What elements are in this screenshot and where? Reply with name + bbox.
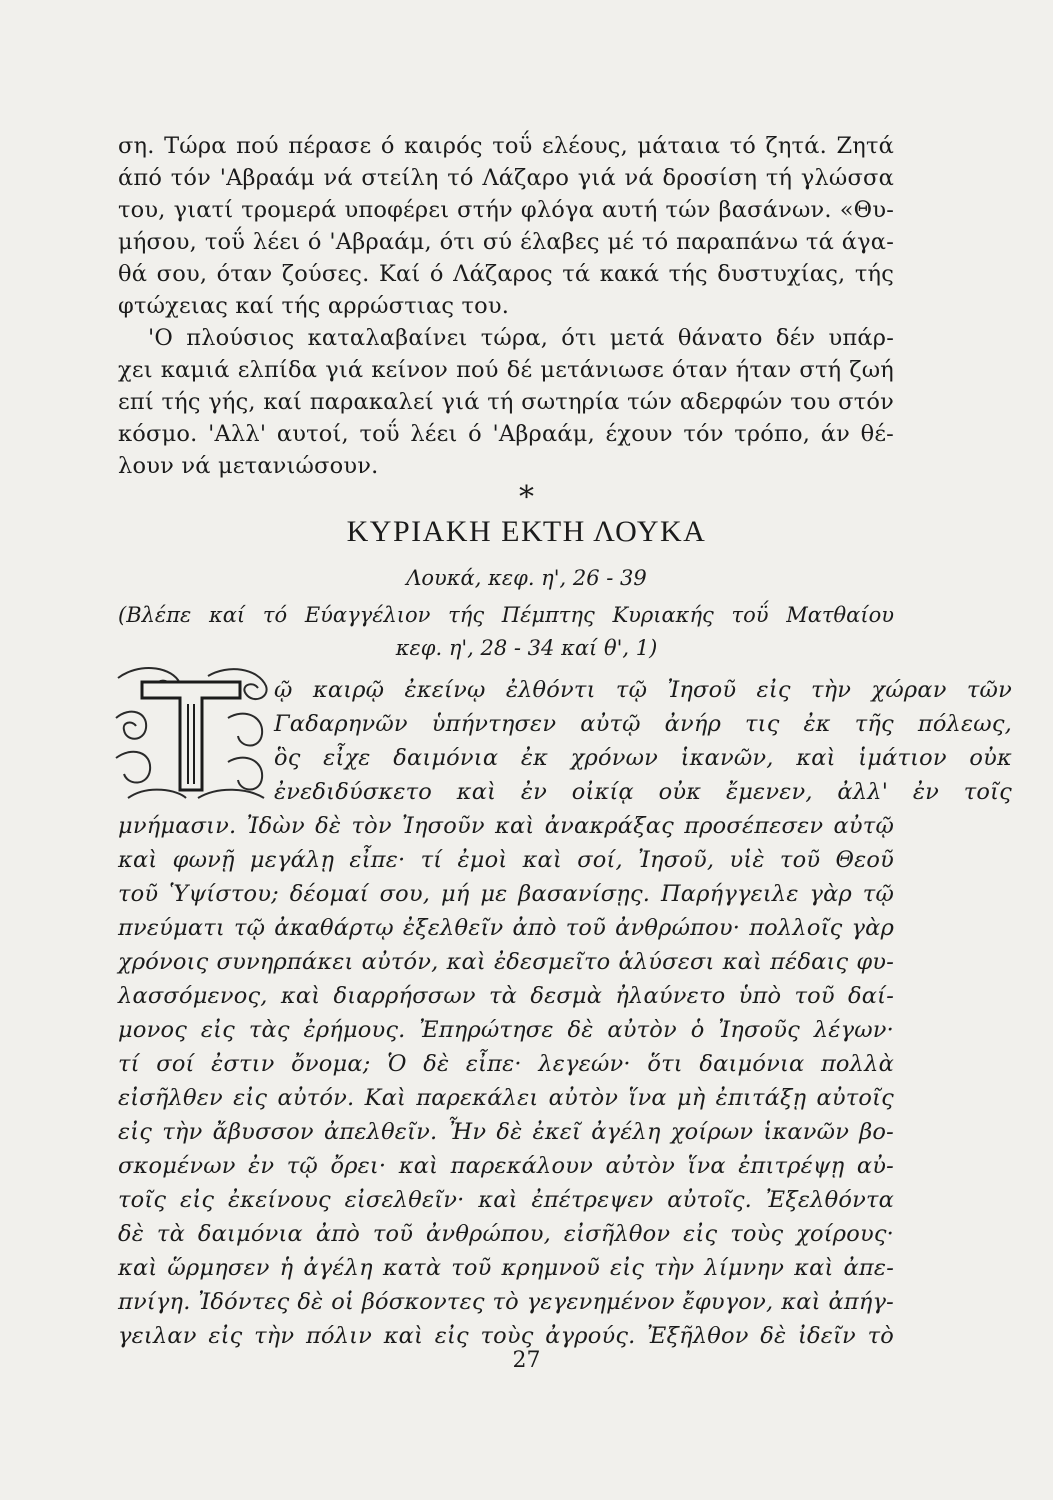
- text-line: τί σοί ἐστιν ὄνομα; Ὁ δὲ εἶπε· λεγεών· ὅτι δαιμόνια πολλὰ: [118, 1051, 894, 1077]
- text-line: λασσόμενος, καὶ διαρρήσσων τὰ δεσμὰ ἠλαύνετο ὑπὸ τοῦ δαί-: [118, 983, 894, 1009]
- text-line: ῷ καιρῷ ἐκείνῳ ἐλθόντι τῷ Ἰησοῦ εἰς τὴν χώραν τῶν: [274, 677, 1012, 703]
- section-separator: *: [519, 480, 534, 515]
- text-line: ὃς εἶχε δαιμόνια ἐκ χρόνων ἱκανῶν, καὶ ἱμάτιον οὐκ: [274, 745, 1012, 771]
- text-line: τοῖς εἰς ἐκείνους εἰσελθεῖν· καὶ ἐπέτρεψεν αὐτοῖς. Ἐξελθόντα: [118, 1187, 894, 1213]
- text-line: τοῦ Ὑψίστου; δέομαί σου, μή με βασανίσῃς. Παρήγγειλε γὰρ τῷ: [118, 881, 894, 907]
- text-line: πνίγη. Ἰδόντες δὲ οἱ βόσκοντες τὸ γεγενημένον ἔφυγον, καὶ ἀπήγ-: [118, 1289, 894, 1315]
- text-line: φτώχειας καί τής αρρώστιας του.: [118, 293, 510, 319]
- page-number: 27: [512, 1348, 541, 1373]
- reference-note-continued: κεφ. η', 28 - 34 καί θ', 1): [395, 636, 658, 660]
- ornate-drop-initial: [108, 658, 274, 804]
- text-line: θά σου, όταν ζούσες. Καί ό Λάζαρος τά κακά τής δυστυχίας, τής: [118, 261, 894, 287]
- text-line: ἐνεδιδύσκετο καὶ ἐν οἰκίᾳ οὐκ ἔμενεν, ἀλλ' ἐν τοῖς: [274, 779, 1012, 805]
- text-line: μνήμασιν. Ἰδὼν δὲ τὸν Ἰησοῦν καὶ ἀνακράξας προσέπεσεν αὐτῷ: [118, 813, 894, 839]
- text-line: σκομένων ἐν τῷ ὄρει· καὶ παρεκάλουν αὐτὸν ἵνα ἐπιτρέψῃ αὐ-: [118, 1153, 894, 1179]
- text-line: γειλαν εἰς τὴν πόλιν καὶ εἰς τοὺς ἀγρούς. Ἐξῆλθον δὲ ἰδεῖν τὸ: [118, 1323, 894, 1349]
- text-line: χει καμιά ελπίδα γιά κείνον πού δέ μετάνιωσε όταν ήταν στή ζωή: [118, 357, 894, 383]
- text-line: ση. Τώρα πού πέρασε ό καιρός τοΰ ελέους, μάταια τό ζητά. Ζητά: [118, 133, 894, 159]
- text-line: λουν νά μετανιώσουν.: [118, 453, 379, 479]
- text-line: εἰσῆλθεν εἰς αὐτόν. Καὶ παρεκάλει αὐτὸν ἵνα μὴ ἐπιτάξῃ αὐτοῖς: [118, 1085, 894, 1111]
- text-line: πνεύματι τῷ ἀκαθάρτῳ ἐξελθεῖν ἀπὸ τοῦ ἀνθρώπου· πολλοῖς γὰρ: [118, 915, 894, 941]
- text-line: εἰς τὴν ἄβυσσον ἀπελθεῖν. Ἦν δὲ ἐκεῖ ἀγέλη χοίρων ἱκανῶν βο-: [118, 1119, 894, 1145]
- text-line: δὲ τὰ δαιμόνια ἀπὸ τοῦ ἀνθρώπου, εἰσῆλθον εἰς τοὺς χοίρους·: [118, 1221, 894, 1247]
- reference-note: (Βλέπε καί τό Εύαγγέλιον τής Πέμπτης Κυριακής τοΰ Ματθαίου: [118, 603, 894, 627]
- drop-initial-letter: T: [190, 696, 192, 697]
- section-heading: ΚΥΡΙΑΚΗ ΕΚΤΗ ΛΟΥΚΑ: [346, 515, 707, 548]
- text-line: του, γιατί τρομερά υποφέρει στήν φλόγα αυτή τών βασάνων. «Θυ-: [118, 197, 894, 223]
- text-line: επί τής γής, καί παρακαλεί γιά τή σωτηρία τών αδερφών του στόν: [118, 389, 894, 415]
- reference-line: Λουκά, κεφ. η', 26 - 39: [406, 566, 647, 590]
- text-line: καὶ ὥρμησεν ἡ ἀγέλη κατὰ τοῦ κρημνοῦ εἰς τὴν λίμνην καὶ ἀπε-: [118, 1255, 894, 1281]
- text-line: άπό τόν 'Αβραάμ νά στείλη τό Λάζαρο γιά νά δροσίση τή γλώσσα: [118, 165, 894, 191]
- text-line: καὶ φωνῇ μεγάλῃ εἶπε· τί ἐμοὶ καὶ σοί, Ἰησοῦ, υἱὲ τοῦ Θεοῦ: [118, 847, 894, 873]
- text-line: χρόνοις συνηρπάκει αὐτόν, καὶ ἐδεσμεῖτο ἁλύσεσι καὶ πέδαις φυ-: [118, 949, 894, 975]
- text-line: μονος εἰς τὰς ἐρήμους. Ἐπηρώτησε δὲ αὐτὸν ὁ Ἰησοῦς λέγων·: [118, 1017, 894, 1043]
- text-line: κόσμο. 'Αλλ' αυτοί, τοΰ λέει ό 'Αβραάμ, έχουν τόν τρόπο, άν θέ-: [118, 421, 894, 447]
- text-line: 'Ο πλούσιος καταλαβαίνει τώρα, ότι μετά θάνατο δέν υπάρ-: [148, 325, 894, 351]
- text-line: μήσου, τοΰ λέει ό 'Αβραάμ, ότι σύ έλαβες μέ τό παραπάνω τά άγα-: [118, 229, 894, 255]
- text-line: Γαδαρηνῶν ὑπήντησεν αὐτῷ ἀνήρ τις ἐκ τῆς πόλεως,: [274, 711, 1012, 737]
